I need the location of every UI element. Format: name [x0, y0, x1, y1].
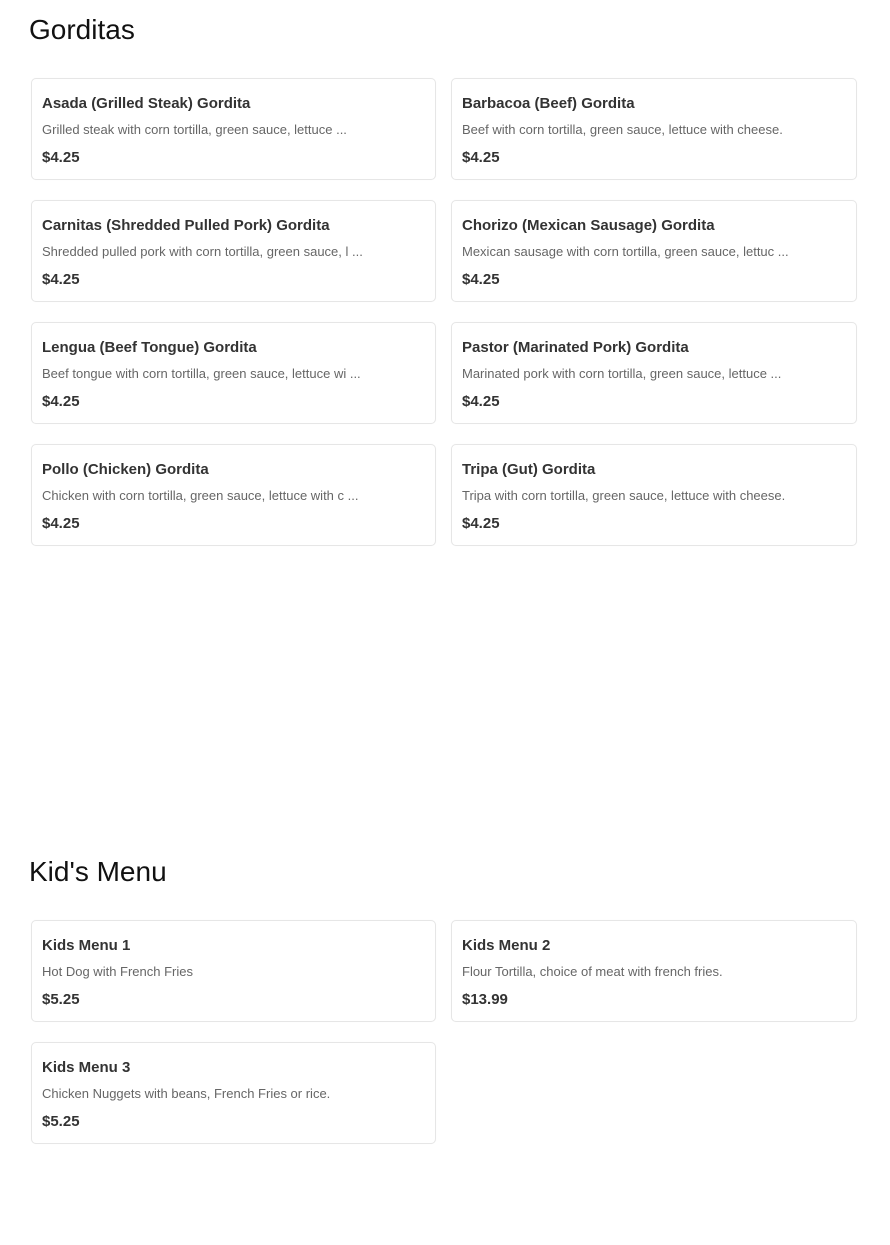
item-price: $4.25: [42, 515, 80, 532]
menu-item-card[interactable]: [451, 920, 857, 1022]
menu-item-card[interactable]: [451, 322, 857, 424]
item-description: Flour Tortilla, choice of meat with french fries.: [462, 964, 723, 979]
item-description: Marinated pork with corn tortilla, green sauce, lettuce ...: [462, 366, 782, 381]
menu-item-card[interactable]: [31, 1042, 436, 1144]
item-description: Beef with corn tortilla, green sauce, lettuce with cheese.: [462, 122, 783, 137]
item-description: Tripa with corn tortilla, green sauce, lettuce with cheese.: [462, 488, 786, 503]
menu-item-card[interactable]: [451, 78, 857, 180]
item-price: $5.25: [42, 991, 80, 1008]
item-name: Asada (Grilled Steak) Gordita: [42, 95, 251, 112]
menu-item-card[interactable]: [31, 444, 436, 546]
item-name: Pastor (Marinated Pork) Gordita: [462, 339, 689, 356]
item-name: Kids Menu 2: [462, 937, 551, 954]
item-description: Hot Dog with French Fries: [42, 964, 193, 979]
item-description: Chicken Nuggets with beans, French Fries or rice.: [42, 1086, 331, 1101]
item-price: $13.99: [462, 991, 508, 1008]
item-description: Shredded pulled pork with corn tortilla, green sauce, l ...: [42, 244, 363, 259]
item-name: Pollo (Chicken) Gordita: [42, 461, 209, 478]
menu-item-card[interactable]: [31, 920, 436, 1022]
menu-grid: [31, 78, 857, 546]
item-price: $4.25: [462, 149, 500, 166]
item-price: $4.25: [42, 149, 80, 166]
item-name: Kids Menu 3: [42, 1059, 131, 1076]
item-description: Chicken with corn tortilla, green sauce, lettuce with c ...: [42, 488, 359, 503]
menu-item-card[interactable]: [451, 200, 857, 302]
item-price: $4.25: [462, 393, 500, 410]
item-description: Beef tongue with corn tortilla, green sauce, lettuce wi ...: [42, 366, 361, 381]
section-title: Gorditas: [29, 14, 135, 45]
item-description: Grilled steak with corn tortilla, green sauce, lettuce ...: [42, 122, 347, 137]
item-name: Carnitas (Shredded Pulled Pork) Gordita: [42, 217, 330, 234]
menu-item-card[interactable]: [31, 200, 436, 302]
item-price: $4.25: [42, 393, 80, 410]
menu-item-card[interactable]: [31, 322, 436, 424]
item-price: $4.25: [42, 271, 80, 288]
item-price: $4.25: [462, 271, 500, 288]
item-name: Tripa (Gut) Gordita: [462, 461, 596, 478]
item-name: Kids Menu 1: [42, 937, 131, 954]
item-price: $4.25: [462, 515, 500, 532]
item-name: Chorizo (Mexican Sausage) Gordita: [462, 217, 715, 234]
menu-item-card[interactable]: [451, 444, 857, 546]
item-name: Lengua (Beef Tongue) Gordita: [42, 339, 257, 356]
item-price: $5.25: [42, 1113, 80, 1130]
section-title: Kid's Menu: [29, 856, 167, 887]
item-description: Mexican sausage with corn tortilla, green sauce, lettuc ...: [462, 244, 789, 259]
menu-grid: [31, 920, 857, 1144]
menu-item-card[interactable]: [31, 78, 436, 180]
item-name: Barbacoa (Beef) Gordita: [462, 95, 635, 112]
